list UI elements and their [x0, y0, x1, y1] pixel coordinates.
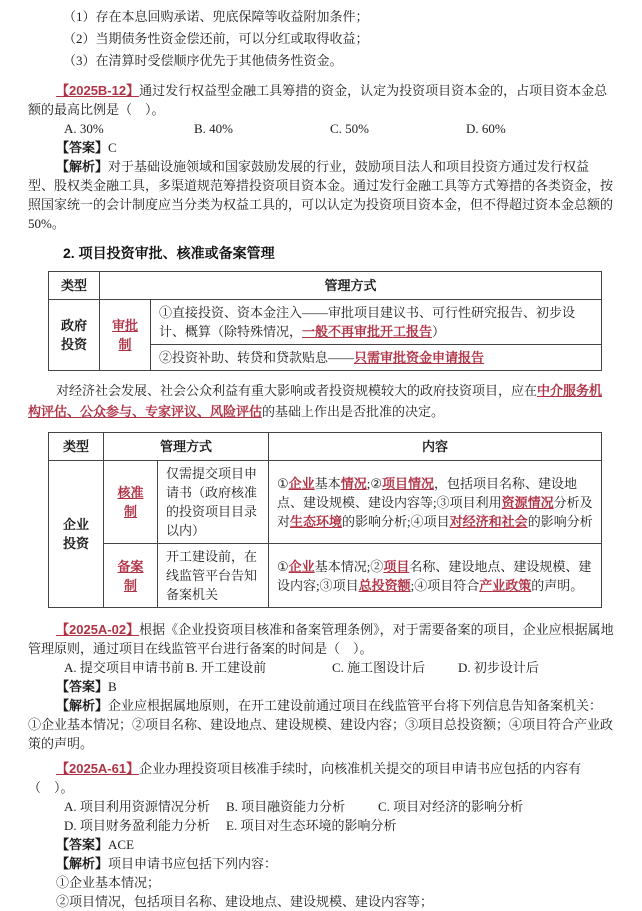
- question-stem: 企业办理投资项目核准手续时，向核准机关提交的项目申请书应包括的内容有（ ）。: [28, 761, 582, 795]
- analysis-paragraph: [28, 696, 614, 753]
- options-row: [28, 658, 614, 677]
- option-b: B. 开工建设前: [186, 660, 267, 675]
- question-tag: 【2025B-12】: [56, 83, 140, 98]
- header-type: 类型: [49, 433, 104, 461]
- cell-method-approval: 审批制: [100, 300, 151, 371]
- option-a: A. 30%: [64, 121, 104, 136]
- cell-type-government: 政府投资: [49, 300, 100, 371]
- option-d: D. 项目财务盈利能力分析: [64, 818, 210, 833]
- question-stem: 通过发行权益型金融工具筹措的资金，认定为投资项目资本金的，占项目资本金总额的最高比例是（ ）。: [28, 83, 608, 117]
- question-text: [28, 81, 614, 119]
- answer-label: 【答案】: [56, 837, 109, 852]
- section-heading: 2. 项目投资审批、核准或备案管理: [63, 245, 275, 261]
- option-a: A. 项目利用资源情况分析: [64, 799, 210, 814]
- analysis-text: 项目申请书应包括下列内容：: [108, 856, 278, 871]
- cell-content-filing: ①企业基本情况;②项目名称、建设地点、建设规模、建设内容;③项目总投资额;④项目符合产业政策的声明。: [269, 544, 602, 608]
- intro-list: [28, 6, 614, 72]
- option-c: C. 施工图设计后: [332, 660, 426, 675]
- analysis-paragraph: [28, 157, 614, 233]
- answer-value: ACE: [108, 837, 135, 852]
- cell-approval-detail-1: ①直接投资、资本金注入——审批项目建议书、可行性研究报告、初步设计、概算（除特殊情况，一般不再审批开工报告）: [151, 300, 602, 345]
- analysis-text: 企业应根据属地原则，在开工建设前通过项目在线监管平台将下列信息告知备案机关：①企业基本情况；②项目名称、建设地点、建设规模、建设内容；③项目总投资额；④项目符合产业政策的声明。: [28, 698, 614, 751]
- answer-line: [28, 677, 614, 696]
- header-method: 管理方式: [100, 272, 602, 300]
- cell-how-filing: 开工建设前，在线监管平台告知备案机关: [158, 544, 269, 608]
- question-text: [28, 620, 614, 658]
- analysis-label: 【解析】: [56, 856, 109, 871]
- option-b: B. 40%: [194, 121, 233, 136]
- analysis-line-3: ②项目情况，包括项目名称、建设地点、建设规模、建设内容等；: [56, 894, 434, 909]
- answer-line: [28, 835, 614, 854]
- options-row: [28, 119, 614, 138]
- cell-how-verification: 仅需提交项目申请书（政府核准的投资项目目录以内）: [158, 461, 269, 544]
- option-e: E. 项目对生态环境的影响分析: [226, 818, 397, 833]
- option-c: C. 项目对经济的影响分析: [378, 799, 524, 814]
- answer-label: 【答案】: [56, 140, 109, 155]
- intro-item-3: （3）在清算时受偿顺序优先于其他债务性资金。: [63, 53, 343, 68]
- analysis-line-1: [28, 854, 614, 873]
- intro-item-1: （1）存在本息回购承诺、兜底保障等收益附加条件；: [63, 9, 369, 24]
- analysis-label: 【解析】: [56, 698, 109, 713]
- cell-approval-detail-2: ②投资补助、转贷和贷款贴息——只需审批资金申请报告: [151, 345, 602, 371]
- option-a: A. 提交项目申请书前: [64, 660, 184, 675]
- question-block-2025B-12: [28, 81, 614, 233]
- header-content: 内容: [269, 433, 602, 461]
- cell-method-verification: 核准制: [104, 461, 158, 544]
- body-paragraph: 对经济社会发展、社会公众利益有重大影响或者投资规模较大的政府技资项目，应在中介服务机构评估、公众参与、专家评议、风险评估的基础上作出是否批准的决定。: [28, 383, 603, 419]
- cell-type-enterprise: 企业投资: [49, 461, 104, 608]
- question-stem: 根据《企业投资项目核准和备案管理条例》，对于需要备案的项目，企业应根据属地管理原则，通过项目在线监管平台进行备案的时间是（ ）。: [28, 622, 614, 656]
- analysis-label: 【解析】: [56, 159, 109, 174]
- option-d: D. 初步设计后: [458, 660, 539, 675]
- options-row-2: [28, 816, 614, 835]
- answer-label: 【答案】: [56, 679, 109, 694]
- option-c: C. 50%: [330, 121, 369, 136]
- cell-method-filing: 备案制: [104, 544, 158, 608]
- table-row: [49, 461, 602, 544]
- table-row: [49, 300, 602, 345]
- question-text: [28, 759, 614, 797]
- question-tag: 【2025A-02】: [56, 622, 140, 637]
- question-block-2025A-02: [28, 620, 614, 753]
- analysis-text: 对于基础设施领域和国家鼓励发展的行业，鼓励项目法人和项目投资方通过发行权益型、股权类金融工具，多渠道规范筹措投资项目资本金。通过发行金融工具等方式筹措的各类资金，按照国家统一的会计制度应当分类为权益工具的，可以认定为投资项目资本金，但不得超过资本金总额的50%。: [28, 159, 614, 231]
- option-d: D. 60%: [466, 121, 506, 136]
- table-header-row: [49, 433, 602, 461]
- table-row: [49, 544, 602, 608]
- enterprise-investment-table: [48, 432, 602, 608]
- cell-content-verification: ①企业基本情况;②项目情况，包括项目名称、建设地点、建设规模、建设内容等;③项目利用资源情况分析及对生态环境的影响分析;④项目对经济和社会的影响分析: [269, 461, 602, 544]
- header-method: 管理方式: [104, 433, 269, 461]
- intro-item-2: （2）当期债务性资金偿还前，可以分红或取得收益；: [63, 31, 369, 46]
- answer-value: C: [108, 140, 117, 155]
- analysis-line-2: ①企业基本情况；: [56, 875, 161, 890]
- question-tag: 【2025A-61】: [56, 761, 140, 776]
- option-b: B. 项目融资能力分析: [226, 799, 346, 814]
- answer-line: [28, 138, 614, 157]
- table-header-row: [49, 272, 602, 300]
- government-investment-table: [48, 271, 602, 371]
- header-type: 类型: [49, 272, 100, 300]
- answer-value: B: [108, 679, 117, 694]
- question-block-2025A-61: [28, 759, 614, 911]
